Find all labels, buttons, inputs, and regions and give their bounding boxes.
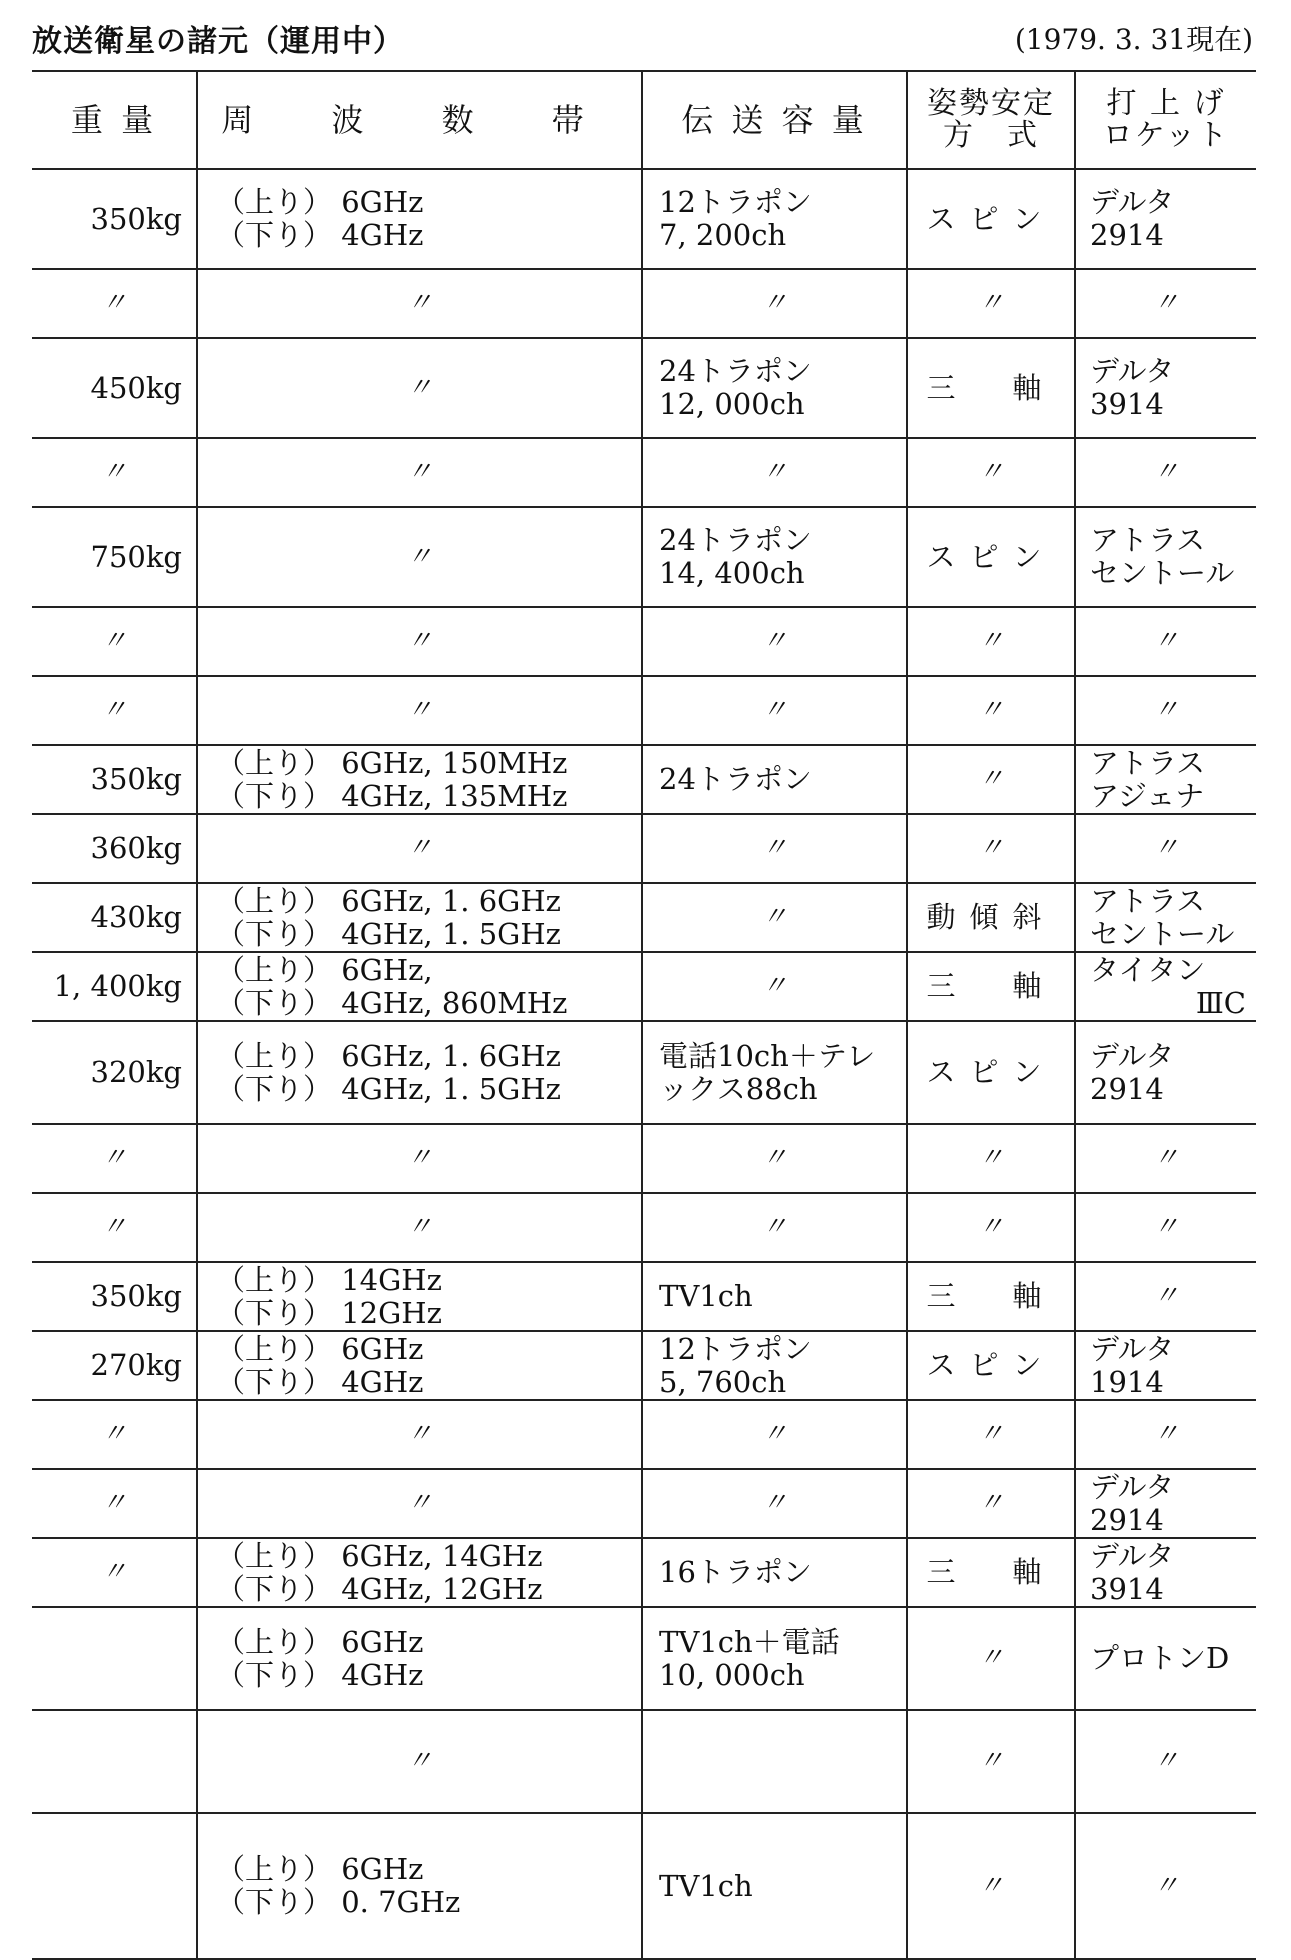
rocket-value: 〃 [1152, 457, 1179, 487]
attitude-value: スピン [926, 539, 1056, 574]
weight-value: 〃 [100, 1419, 127, 1449]
cell-capacity [642, 1400, 907, 1469]
header-frequency: 周 波 数 帯 [197, 71, 642, 169]
capacity-value: 〃 [761, 902, 788, 932]
cell-rocket [1075, 607, 1256, 676]
cell-attitude [907, 507, 1075, 607]
cell-frequency [197, 1331, 642, 1400]
cell-attitude [907, 1813, 1075, 1959]
frequency-value: （上り） 14GHz （下り） 12GHz [216, 1262, 442, 1330]
cell-rocket [1075, 1400, 1256, 1469]
cell-capacity [642, 952, 907, 1021]
table-row [32, 814, 1256, 883]
table-row [32, 1710, 1256, 1813]
attitude-value: 三 軸 [926, 1279, 1056, 1313]
weight-value: 〃 [100, 695, 127, 725]
rocket-variant-value: ⅢC [1195, 985, 1246, 1020]
frequency-value: （上り） 6GHz, （下り） 4GHz, 860MHz [216, 952, 568, 1020]
capacity-value: 12トラポン 7, 200ch [659, 185, 812, 252]
capacity-value: 24トラポン [659, 762, 812, 796]
frequency-value: 〃 [406, 695, 433, 725]
cell-frequency [197, 883, 642, 952]
cell-attitude [907, 1124, 1075, 1193]
attitude-value: 〃 [977, 833, 1004, 863]
attitude-value: 三 軸 [926, 969, 1056, 1003]
weight-value: 〃 [100, 288, 127, 318]
rocket-value: 〃 [1152, 1419, 1179, 1449]
table-row [32, 1124, 1256, 1193]
cell-rocket [1075, 1193, 1256, 1262]
cell-weight [32, 745, 197, 814]
cell-rocket [1075, 507, 1256, 607]
cell-capacity [642, 1607, 907, 1710]
frequency-value: （上り） 6GHz （下り） 4GHz [216, 1624, 424, 1692]
rocket-value: 〃 [1152, 1281, 1179, 1311]
cell-attitude [907, 883, 1075, 952]
cell-capacity [642, 607, 907, 676]
capacity-value: 〃 [761, 833, 788, 863]
satellite-specs-table [32, 70, 1256, 1960]
rocket-value: アトラス セントール [1090, 523, 1235, 590]
table-row [32, 745, 1256, 814]
document-title: 放送衛星の諸元（運用中） [32, 24, 404, 59]
cell-frequency [197, 507, 642, 607]
rocket-value: デルタ2914 [1090, 185, 1175, 252]
table-row [32, 1607, 1256, 1710]
table-row [32, 1469, 1256, 1538]
table-row [32, 883, 1256, 952]
cell-weight [32, 1538, 197, 1607]
weight-value: 750kg [90, 539, 182, 574]
cell-attitude [907, 438, 1075, 507]
attitude-value: 〃 [977, 457, 1004, 487]
rocket-value: 〃 [1152, 1746, 1179, 1776]
table-row [32, 338, 1256, 438]
cell-rocket [1075, 1813, 1256, 1959]
header-weight: 重 量 [32, 71, 197, 169]
frequency-value: （上り） 6GHz, 1. 6GHz （下り） 4GHz, 1. 5GHz [216, 1038, 561, 1106]
capacity-value: 24トラポン 12, 000ch [659, 354, 812, 421]
header-row [32, 71, 1256, 169]
cell-rocket [1075, 745, 1256, 814]
attitude-value: 〃 [977, 1419, 1004, 1449]
header-capacity: 伝 送 容 量 [642, 71, 907, 169]
cell-frequency [197, 814, 642, 883]
cell-attitude [907, 607, 1075, 676]
cell-frequency [197, 1710, 642, 1813]
cell-attitude [907, 676, 1075, 745]
cell-weight [32, 607, 197, 676]
frequency-value: （上り） 6GHz （下り） 4GHz [216, 1331, 424, 1399]
capacity-value: TV1ch [659, 1868, 753, 1903]
attitude-value: 〃 [977, 764, 1004, 794]
cell-weight [32, 169, 197, 269]
cell-capacity [642, 1124, 907, 1193]
capacity-value: 〃 [761, 971, 788, 1001]
weight-value: 〃 [100, 1557, 127, 1587]
cell-rocket [1075, 1538, 1256, 1607]
cell-capacity [642, 1469, 907, 1538]
cell-frequency [197, 1813, 642, 1959]
table-row [32, 1538, 1256, 1607]
rocket-value: アトラス アジェナ [1090, 745, 1206, 813]
rocket-value: デルタ2914 [1090, 1469, 1175, 1537]
cell-weight [32, 1262, 197, 1331]
capacity-value: 電話10ch＋テレ ックス88ch [659, 1038, 876, 1106]
attitude-value: 〃 [977, 695, 1004, 725]
cell-rocket [1075, 1262, 1256, 1331]
table-row [32, 1813, 1256, 1959]
cell-weight [32, 952, 197, 1021]
cell-capacity [642, 1021, 907, 1124]
cell-frequency [197, 676, 642, 745]
attitude-value: 三 軸 [926, 370, 1056, 405]
cell-attitude [907, 1710, 1075, 1813]
rocket-value: 〃 [1152, 695, 1179, 725]
capacity-value: TV1ch [659, 1279, 753, 1313]
frequency-value: 〃 [406, 1212, 433, 1242]
table-row [32, 507, 1256, 607]
weight-value: 350kg [90, 762, 182, 796]
cell-weight [32, 1193, 197, 1262]
attitude-value: 〃 [977, 1488, 1004, 1518]
table-row [32, 952, 1256, 1021]
cell-frequency [197, 1469, 642, 1538]
capacity-value: TV1ch＋電話 10, 000ch [659, 1624, 840, 1692]
cell-rocket [1075, 676, 1256, 745]
frequency-value: 〃 [406, 833, 433, 863]
cell-frequency [197, 1021, 642, 1124]
table-row [32, 1262, 1256, 1331]
cell-weight [32, 1710, 197, 1813]
capacity-value: 〃 [761, 626, 788, 656]
cell-weight [32, 1021, 197, 1124]
cell-capacity [642, 169, 907, 269]
weight-value: 450kg [90, 370, 182, 405]
cell-rocket [1075, 952, 1256, 1021]
rocket-value: 〃 [1152, 833, 1179, 863]
attitude-value: 〃 [977, 1870, 1004, 1901]
cell-frequency [197, 269, 642, 338]
cell-attitude [907, 814, 1075, 883]
cell-rocket [1075, 438, 1256, 507]
cell-frequency [197, 952, 642, 1021]
cell-capacity [642, 676, 907, 745]
rocket-value: プロトンD [1090, 1641, 1230, 1675]
cell-weight [32, 883, 197, 952]
attitude-value: 〃 [977, 1643, 1004, 1673]
frequency-value: （上り） 6GHz （下り） 0. 7GHz [216, 1852, 461, 1919]
cell-capacity [642, 338, 907, 438]
cell-weight [32, 1400, 197, 1469]
cell-attitude [907, 1400, 1075, 1469]
cell-attitude [907, 1607, 1075, 1710]
cell-weight [32, 814, 197, 883]
frequency-value: 〃 [406, 372, 433, 403]
rocket-value: アトラス セントール [1090, 883, 1235, 951]
capacity-value: 〃 [761, 1419, 788, 1449]
rocket-value: デルタ1914 [1090, 1331, 1175, 1399]
frequency-value: 〃 [406, 626, 433, 656]
attitude-value: スピン [926, 1055, 1056, 1089]
rocket-value: 〃 [1152, 1143, 1179, 1173]
cell-frequency [197, 745, 642, 814]
cell-frequency [197, 338, 642, 438]
attitude-value: 〃 [977, 288, 1004, 318]
cell-weight [32, 1124, 197, 1193]
table-row [32, 676, 1256, 745]
frequency-value: 〃 [406, 541, 433, 572]
cell-frequency [197, 438, 642, 507]
capacity-value: 〃 [761, 288, 788, 318]
cell-weight [32, 269, 197, 338]
cell-weight [32, 338, 197, 438]
cell-weight [32, 1607, 197, 1710]
cell-rocket [1075, 1124, 1256, 1193]
cell-attitude [907, 338, 1075, 438]
cell-capacity [642, 1538, 907, 1607]
cell-attitude [907, 952, 1075, 1021]
attitude-value: 〃 [977, 1746, 1004, 1776]
cell-rocket [1075, 1710, 1256, 1813]
cell-rocket [1075, 1469, 1256, 1538]
cell-capacity [642, 507, 907, 607]
cell-capacity [642, 883, 907, 952]
frequency-value: 〃 [406, 1488, 433, 1518]
cell-attitude [907, 1193, 1075, 1262]
weight-value: 270kg [90, 1348, 182, 1382]
table-row [32, 169, 1256, 269]
attitude-value: スピン [926, 1348, 1056, 1382]
attitude-value: 〃 [977, 626, 1004, 656]
weight-value: 320kg [90, 1055, 182, 1089]
rocket-value: デルタ2914 [1090, 1038, 1175, 1106]
cell-rocket [1075, 1607, 1256, 1710]
as-of-date: (1979. 3. 31現在) [1014, 23, 1253, 56]
cell-weight [32, 438, 197, 507]
frequency-value: （上り） 6GHz, 14GHz （下り） 4GHz, 12GHz [216, 1538, 543, 1606]
cell-weight [32, 676, 197, 745]
cell-weight [32, 507, 197, 607]
frequency-value: 〃 [406, 288, 433, 318]
cell-capacity [642, 1813, 907, 1959]
rocket-value: タイタン [1090, 952, 1206, 987]
frequency-value: 〃 [406, 457, 433, 487]
weight-value: 〃 [100, 457, 127, 487]
frequency-value: 〃 [406, 1746, 433, 1776]
cell-rocket [1075, 1021, 1256, 1124]
weight-value: 1, 400kg [53, 969, 182, 1003]
cell-weight [32, 1469, 197, 1538]
rocket-value: デルタ3914 [1090, 1538, 1175, 1606]
cell-frequency [197, 1400, 642, 1469]
weight-value: 〃 [100, 1488, 127, 1518]
table-row [32, 1331, 1256, 1400]
weight-value: 350kg [90, 201, 182, 236]
cell-attitude [907, 1538, 1075, 1607]
cell-rocket [1075, 883, 1256, 952]
header-attitude: 姿勢安定 方 式 [907, 71, 1075, 169]
capacity-value: 〃 [761, 695, 788, 725]
table-row [32, 1400, 1256, 1469]
attitude-value: スピン [926, 201, 1056, 236]
frequency-value: 〃 [406, 1143, 433, 1173]
cell-frequency [197, 1262, 642, 1331]
table-row [32, 1193, 1256, 1262]
rocket-value: デルタ3914 [1090, 354, 1175, 421]
capacity-value: 12トラポン 5, 760ch [659, 1331, 812, 1399]
cell-capacity [642, 1710, 907, 1813]
cell-frequency [197, 1607, 642, 1710]
weight-value: 〃 [100, 1212, 127, 1242]
cell-frequency [197, 1193, 642, 1262]
cell-attitude [907, 745, 1075, 814]
rocket-value: 〃 [1152, 1870, 1179, 1901]
capacity-value: 24トラポン 14, 400ch [659, 523, 812, 590]
cell-weight [32, 1331, 197, 1400]
cell-capacity [642, 1193, 907, 1262]
cell-rocket [1075, 1331, 1256, 1400]
cell-attitude [907, 1469, 1075, 1538]
weight-value: 430kg [90, 900, 182, 934]
table-row [32, 269, 1256, 338]
cell-rocket [1075, 169, 1256, 269]
capacity-value: 〃 [761, 1212, 788, 1242]
cell-rocket [1075, 814, 1256, 883]
weight-value: 360kg [90, 831, 182, 865]
cell-capacity [642, 814, 907, 883]
cell-capacity [642, 1331, 907, 1400]
attitude-value: 〃 [977, 1212, 1004, 1242]
cell-frequency [197, 169, 642, 269]
cell-attitude [907, 269, 1075, 338]
capacity-value: 〃 [761, 1143, 788, 1173]
cell-attitude [907, 1262, 1075, 1331]
cell-attitude [907, 1021, 1075, 1124]
cell-capacity [642, 1262, 907, 1331]
cell-attitude [907, 1331, 1075, 1400]
attitude-value: 三 軸 [926, 1555, 1056, 1589]
cell-frequency [197, 607, 642, 676]
weight-value: 〃 [100, 1143, 127, 1173]
table-body [32, 169, 1256, 1959]
cell-capacity [642, 438, 907, 507]
cell-frequency [197, 1538, 642, 1607]
cell-capacity [642, 745, 907, 814]
table-row [32, 607, 1256, 676]
frequency-value: （上り） 6GHz, 150MHz （下り） 4GHz, 135MHz [216, 745, 568, 813]
table-row [32, 1021, 1256, 1124]
capacity-value: 〃 [761, 457, 788, 487]
table-row [32, 438, 1256, 507]
attitude-value: 〃 [977, 1143, 1004, 1173]
rocket-value: 〃 [1152, 288, 1179, 318]
attitude-value: 動傾斜 [926, 900, 1056, 934]
frequency-value: （上り） 6GHz （下り） 4GHz [216, 185, 424, 252]
rocket-value: 〃 [1152, 626, 1179, 656]
frequency-value: 〃 [406, 1419, 433, 1449]
cell-attitude [907, 169, 1075, 269]
cell-frequency [197, 1124, 642, 1193]
capacity-value: 〃 [761, 1488, 788, 1518]
cell-weight [32, 1813, 197, 1959]
weight-value: 350kg [90, 1279, 182, 1313]
cell-rocket [1075, 338, 1256, 438]
header-rocket: 打 上 げ ロケット [1075, 71, 1256, 169]
weight-value: 〃 [100, 626, 127, 656]
rocket-value: 〃 [1152, 1212, 1179, 1242]
cell-capacity [642, 269, 907, 338]
capacity-value: 16トラポン [659, 1555, 812, 1589]
cell-rocket [1075, 269, 1256, 338]
frequency-value: （上り） 6GHz, 1. 6GHz （下り） 4GHz, 1. 5GHz [216, 883, 561, 951]
